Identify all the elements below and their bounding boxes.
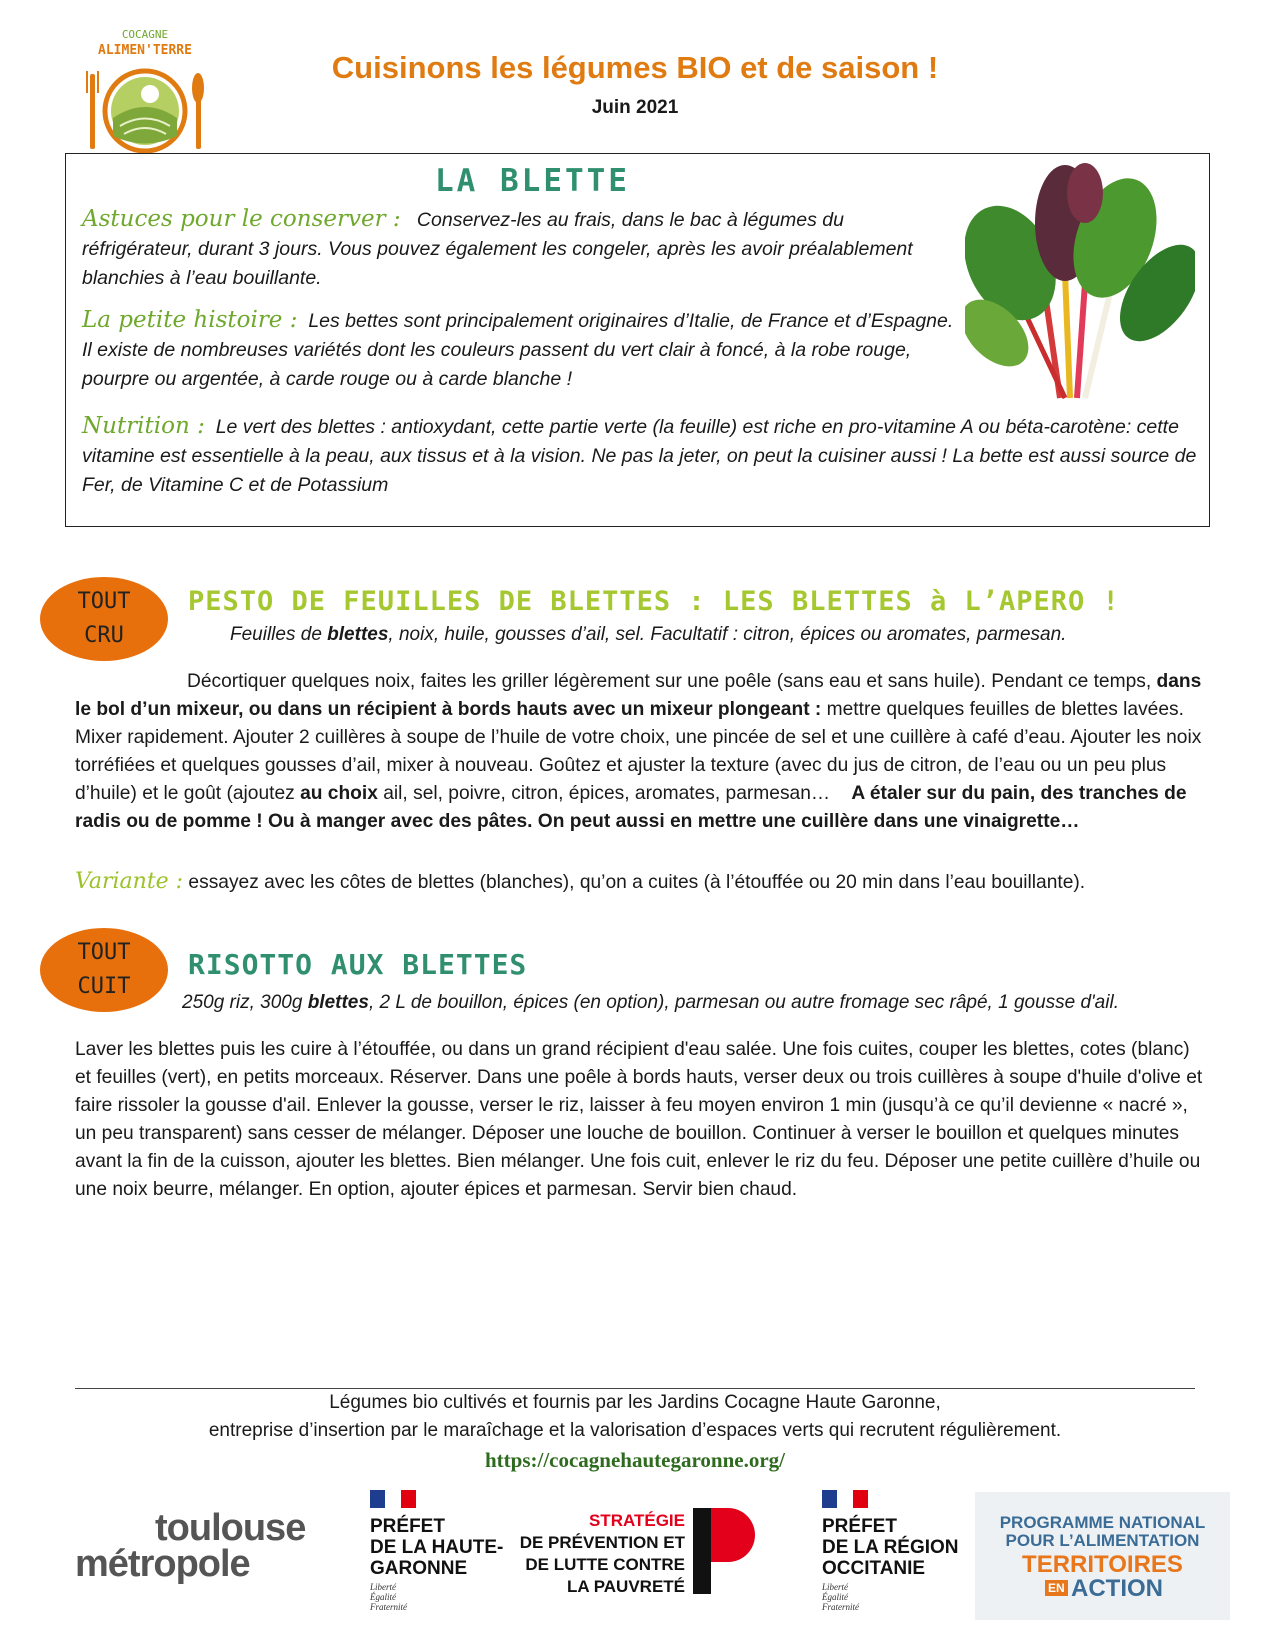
- strat-line2: DE PRÉVENTION ET: [519, 1533, 685, 1552]
- pref1-line3: GARONNE: [370, 1558, 468, 1579]
- recipe2-ingr-part: , 2 L de bouillon, épices (en option), parmesan ou autre fromage sec râpé, 1 gousse d'ail.: [368, 992, 1119, 1013]
- recipe2-ingr-part: 250g riz, 300g: [182, 992, 308, 1013]
- recipe1-ingr-part: , noix, huile, gousses d’ail, sel. Facultatif : citron, épices ou aromates, parmesan.: [388, 624, 1067, 645]
- logo-name-text: ALIMEN'TERRE: [98, 43, 192, 58]
- logo-top-text: COCAGNE: [121, 28, 169, 41]
- cocagne-logo: [80, 26, 210, 156]
- prefet-occitanie-logo: [822, 1490, 972, 1612]
- conservation-tip: [82, 205, 952, 293]
- conservation-text: Conservez-les au frais, dans le bac à légumes du réfrigérateur, durant 3 jours. Vous pouvez également les congeler, après les avoir préalablement blanchies à l’eau bouillante.: [82, 209, 913, 289]
- french-flag-icon: [822, 1490, 868, 1508]
- french-flag-icon: [370, 1490, 416, 1508]
- pnat-line4: ACTION: [1071, 1575, 1163, 1602]
- recipe2-instructions: Laver les blettes puis les cuire à l’étouffée, ou dans un grand récipient d'eau salée. Une fois cuites, couper les blettes, cotes (blanc) et feuilles (vert), en petits morceaux. Réserver. Dans une poêle à bords hauts, verser deux ou trois cuillères à soupe d'huile d'olive et faire rissoler la gousse d'ail. Enlever la gousse, verser le riz, laisser à feu moyen environ 1 min (jusqu’à ce qu’il devienne « nacré », un peu transparent) sans cesser de mélanger. Déposer une louche de bouillon. Continuer à verser le bouillon et quelques minutes avant la fin de la cuisson, ajouter les blettes. Bien mélanger. Une fois cuit, enlever le riz du feu. Déposer une petite cuillère d’huile ou une noix beurre, mélanger. En option, ajouter épices et parmesan. Servir bien chaud.: [75, 1039, 1203, 1200]
- pref2-devise1: Liberté: [822, 1582, 848, 1592]
- pref2-line2: DE LA RÉGION: [822, 1537, 959, 1558]
- cooked-badge-line2: CUIT: [77, 974, 131, 999]
- conservation-label: Astuces pour le conserver :: [82, 206, 401, 232]
- recipe1-bold-text: au choix: [300, 783, 378, 804]
- pref1-line1: PRÉFET: [370, 1516, 445, 1537]
- pref2-line3: OCCITANIE: [822, 1558, 926, 1579]
- pnat-line2: POUR L’ALIMENTATION: [1005, 1531, 1200, 1550]
- footer-divider: [75, 1388, 1195, 1389]
- cooked-badge: [40, 928, 168, 1012]
- recipe1-ingredients: [230, 624, 1230, 646]
- footer-url-link[interactable]: https://cocagnehautegaronne.org/: [484, 1448, 786, 1472]
- pref1-devise2: Égalité: [370, 1592, 396, 1602]
- strat-line3: DE LUTTE CONTRE: [525, 1555, 685, 1574]
- recipe1-text: ail, sel, poivre, citron, épices, aromates, parmesan…: [377, 783, 852, 804]
- programme-national-logo: [975, 1492, 1230, 1620]
- strategie-p-icon: [693, 1508, 763, 1594]
- recipe1-ingr-bold: blettes: [327, 624, 389, 645]
- recipe1-variant: [75, 868, 1215, 897]
- recipe1-text: Décortiquer quelques noix, faites les griller légèrement sur une poêle (sans eau et sans huile). Pendant ce temps,: [187, 671, 1157, 692]
- nutrition-text: Le vert des blettes : antioxydant, cette partie verte (la feuille) est riche en pro-vitamine A ou béta-carotène: cette vitamine est essentielle à la peau, aux tissus et à la vision. Ne pas la jeter, on peut la cuisiner aussi ! La bette est aussi source de Fer, de Vitamine C et de Potassium: [82, 416, 1197, 496]
- recipe2-ingredients: [182, 992, 1222, 1014]
- history-section: [82, 306, 962, 394]
- recipe1-title: PESTO DE FEUILLES DE BLETTES : LES BLETTES à L’APERO !: [188, 586, 1120, 617]
- raw-badge: [40, 577, 168, 661]
- pnat-line1: PROGRAMME NATIONAL: [999, 1513, 1206, 1532]
- recipe2-ingr-bold: blettes: [307, 992, 369, 1013]
- pref2-line1: PRÉFET: [822, 1516, 897, 1537]
- recipe1-text: mettre quelques feuilles de blettes lavées. Mixer rapidement. Ajouter 2 cuillères à soupe de l’huile de votre choix, une pincée de sel et une cuillère à café d’eau. Ajouter les noix torréfiées et quelques gousses d’ail, mixer à nouveau. Goûtez et ajuster la texture (avec du jus de citron, de l’eau ou un peu plus d’huile) et le goût (ajoutez: [75, 699, 1202, 804]
- recipe1-bold-text: A étaler sur du pain, des tranches de radis ou de pomme ! Ou à manger avec des pâtes. On peut aussi en mettre une cuillère dans une vinaigrette…: [75, 783, 1187, 832]
- nutrition-label: Nutrition :: [82, 413, 205, 439]
- recipe2-title: RISOTTO AUX BLETTES: [188, 948, 528, 981]
- pnat-line3: TERRITOIRES: [1022, 1551, 1183, 1578]
- footer-line2: entreprise d’insertion par le maraîchage et la valorisation d’espaces verts qui recrutent régulièrement.: [208, 1420, 1062, 1441]
- pnat-en-badge: EN: [1045, 1580, 1068, 1596]
- raw-badge-line1: TOUT: [77, 589, 131, 614]
- pref1-devise3: Fraternité: [370, 1602, 407, 1612]
- recipe1-bold-text: dans le bol d’un mixeur, ou dans un récipient à bords hauts avec un mixeur plongeant :: [75, 671, 1202, 720]
- recipe1-instructions: [75, 668, 1210, 836]
- strat-line4: LA PAUVRETÉ: [566, 1577, 685, 1596]
- toulouse-metropole-logo: [75, 1507, 340, 1585]
- page-title: Cuisinons les légumes BIO et de saison !: [331, 50, 939, 85]
- prefet-haute-garonne-logo: [370, 1490, 505, 1612]
- tm-line2: métropole: [75, 1543, 250, 1585]
- strategie-pauvrete-logo: [515, 1510, 685, 1598]
- pref1-line2: DE LA HAUTE-: [370, 1537, 504, 1558]
- pref2-devise3: Fraternité: [822, 1602, 859, 1612]
- history-text: Les bettes sont principalement originaires d’Italie, de France et d’Espagne. Il existe de nombreuses variétés dont les couleurs passent du vert clair à foncé, à la robe rouge, pourpre ou argentée, à carde rouge ou à carde blanche !: [82, 310, 954, 390]
- tm-line1: toulouse: [155, 1507, 306, 1549]
- footer-line1: Légumes bio cultivés et fournis par les Jardins Cocagne Haute Garonne,: [329, 1392, 941, 1413]
- raw-badge-line2: CRU: [84, 623, 124, 648]
- vegetable-name: LA BLETTE: [435, 163, 630, 199]
- cooked-badge-line1: TOUT: [77, 940, 131, 965]
- history-label: La petite histoire :: [82, 307, 298, 333]
- page-date: Juin 2021: [591, 97, 679, 118]
- recipe1-ingr-part: Feuilles de: [230, 624, 328, 645]
- chard-illustration: [965, 163, 1195, 403]
- variant-label: Variante :: [75, 869, 184, 894]
- pref1-devise1: Liberté: [370, 1582, 396, 1592]
- pref2-devise2: Égalité: [822, 1592, 848, 1602]
- nutrition-section: [82, 412, 1202, 500]
- strat-line1: STRATÉGIE: [588, 1511, 685, 1530]
- variant-text: essayez avec les côtes de blettes (blanches), qu’on a cuites (à l’étouffée ou 20 min dans l’eau bouillante).: [183, 872, 1086, 893]
